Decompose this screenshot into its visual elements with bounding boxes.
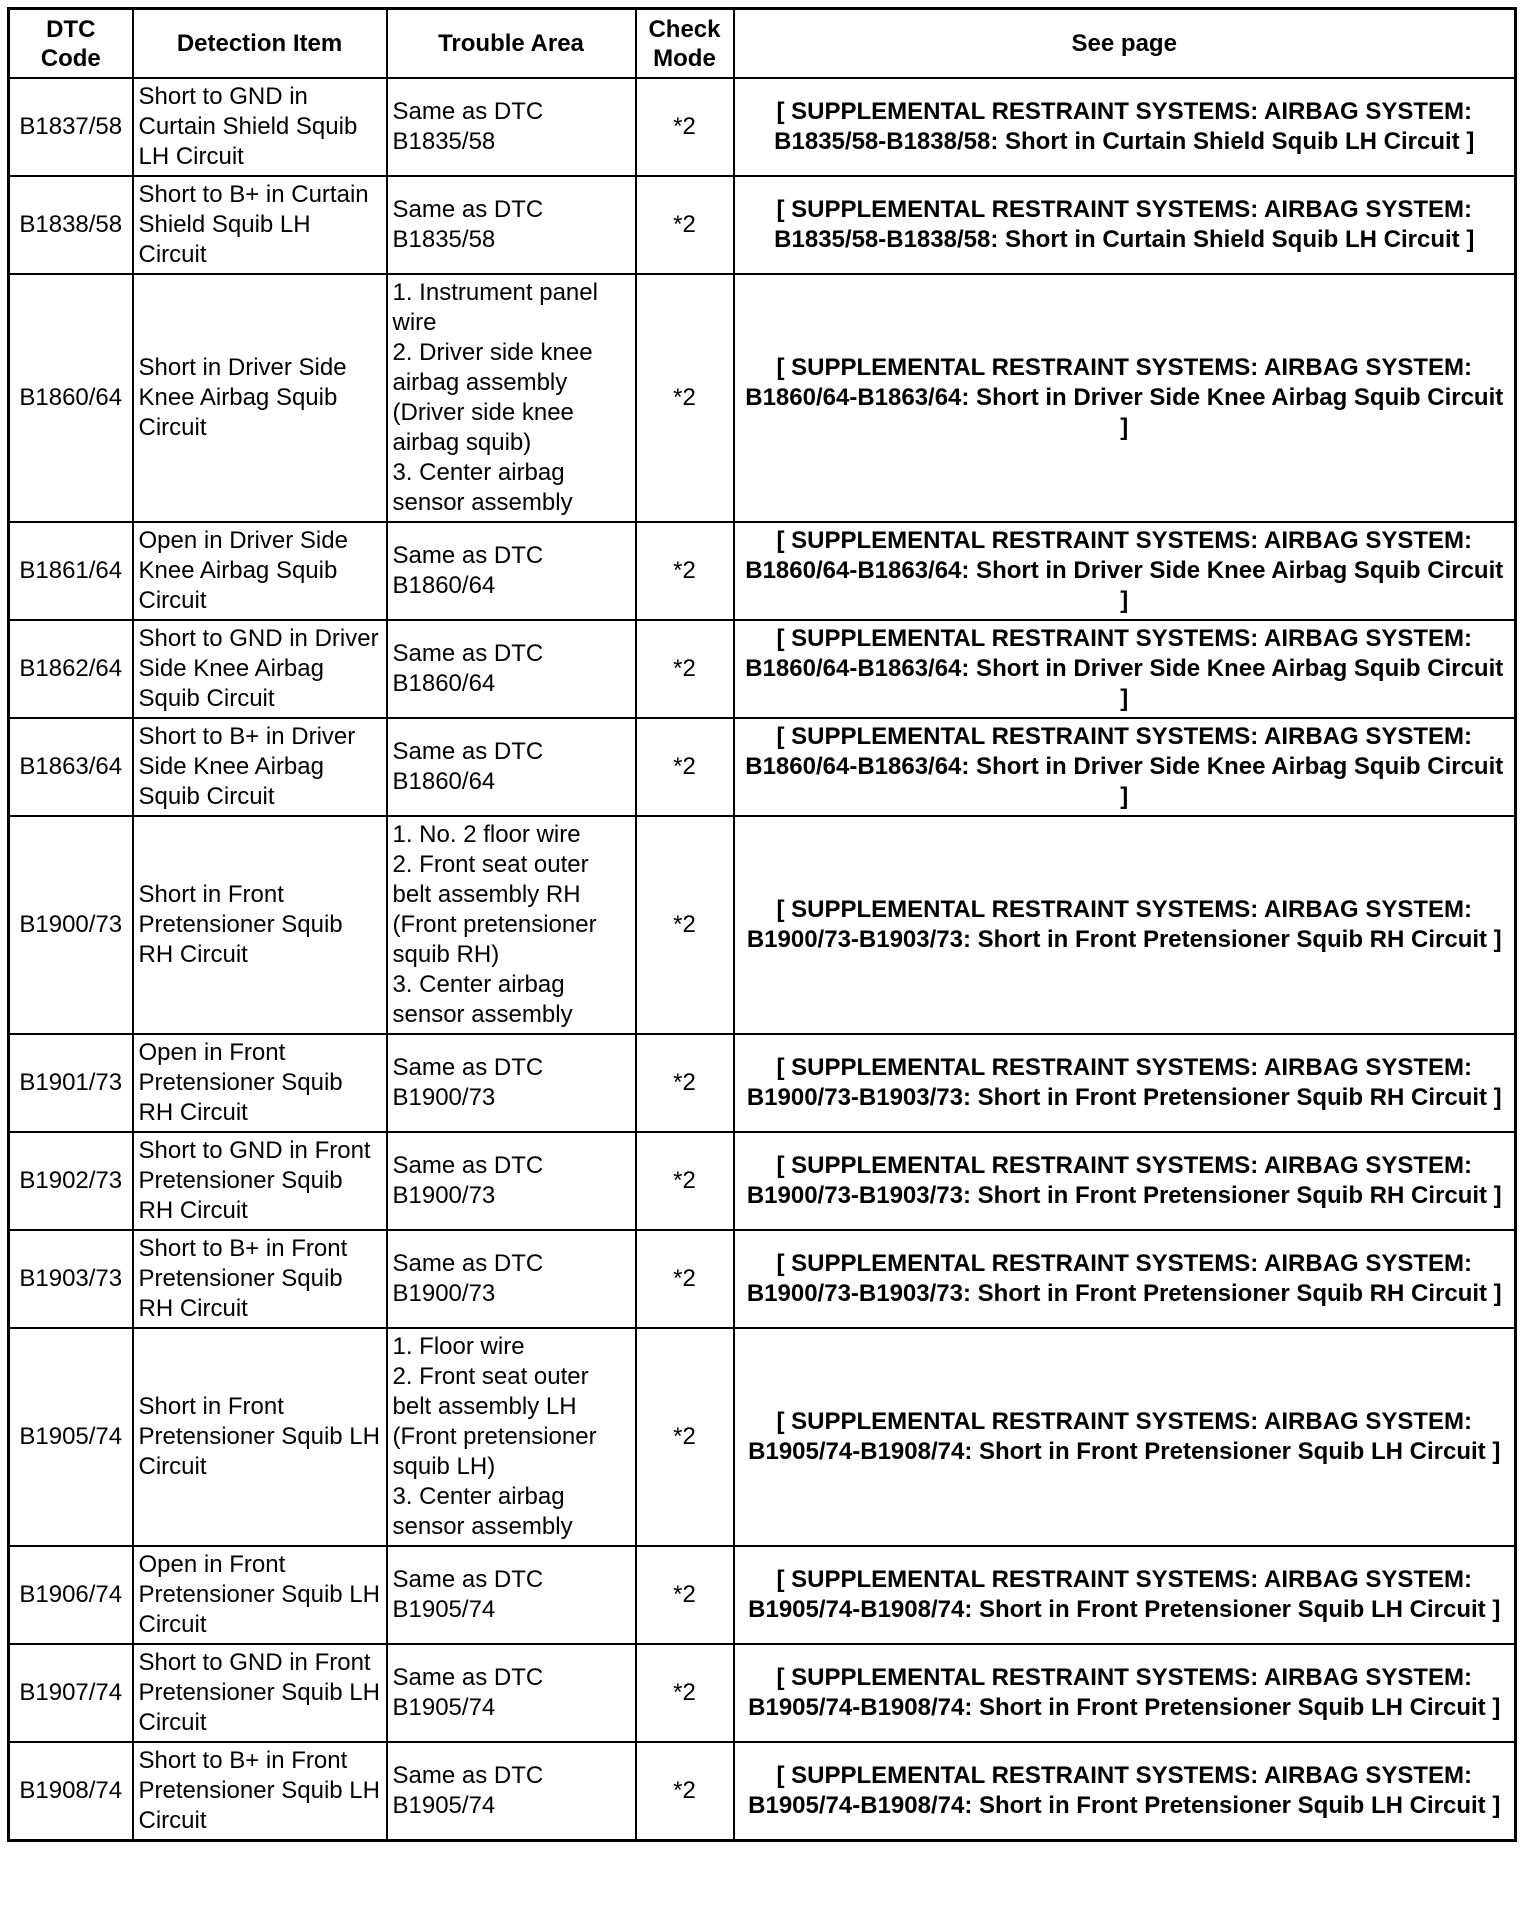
check-mode-cell: *2	[636, 1644, 734, 1742]
dtc-code-cell: B1903/73	[9, 1230, 133, 1328]
see-page-cell	[734, 1546, 1516, 1644]
table-row	[9, 1034, 1516, 1132]
table-row	[9, 620, 1516, 718]
header-trouble-area	[387, 9, 636, 79]
table-row	[9, 718, 1516, 816]
detection-item-cell: Short to GND in Driver Side Knee Airbag Squib Circuit	[133, 620, 387, 718]
check-mode-cell: *2	[636, 620, 734, 718]
see-page-reference: [ SUPPLEMENTAL RESTRAINT SYSTEMS: AIRBAG SYSTEM: B1860/64-B1863/64: Short in Driver Side Knee Airbag Squib Circuit ]	[745, 625, 1504, 712]
trouble-area-cell	[387, 620, 636, 718]
trouble-area-line: Same as DTC B1905/74	[392, 1664, 544, 1721]
trouble-area-cell	[387, 1546, 636, 1644]
header-dtc-code-label: DTC Code	[40, 15, 101, 72]
see-page-cell	[734, 1230, 1516, 1328]
trouble-area-line: Same as DTC B1835/58	[392, 98, 544, 155]
table-row	[9, 816, 1516, 1034]
trouble-area-line: Same as DTC B1860/64	[392, 542, 544, 599]
table-row	[9, 78, 1516, 176]
dtc-table	[7, 7, 1517, 1842]
header-detection-item-label: Detection Item	[176, 30, 343, 57]
check-mode-cell: *2	[636, 1328, 734, 1546]
trouble-area-cell	[387, 816, 636, 1034]
see-page-reference: [ SUPPLEMENTAL RESTRAINT SYSTEMS: AIRBAG SYSTEM: B1905/74-B1908/74: Short in Front Pretensioner Squib LH Circuit ]	[748, 1664, 1501, 1721]
see-page-reference: [ SUPPLEMENTAL RESTRAINT SYSTEMS: AIRBAG SYSTEM: B1900/73-B1903/73: Short in Front Pretensioner Squib RH Circuit ]	[746, 1152, 1502, 1209]
trouble-area-cell	[387, 718, 636, 816]
header-dtc-code	[9, 9, 133, 79]
header-row	[9, 9, 1516, 79]
trouble-area-line: 2. Driver side knee airbag assembly (Driver side knee airbag squib)	[392, 339, 593, 456]
trouble-area-line: Same as DTC B1860/64	[392, 738, 544, 795]
detection-item-cell: Short to B+ in Driver Side Knee Airbag Squib Circuit	[133, 718, 387, 816]
see-page-cell	[734, 1644, 1516, 1742]
trouble-area-cell	[387, 274, 636, 522]
see-page-cell	[734, 176, 1516, 274]
check-mode-cell: *2	[636, 1132, 734, 1230]
check-mode-cell: *2	[636, 274, 734, 522]
see-page-reference: [ SUPPLEMENTAL RESTRAINT SYSTEMS: AIRBAG SYSTEM: B1900/73-B1903/73: Short in Front Pretensioner Squib RH Circuit ]	[746, 1054, 1502, 1111]
detection-item-cell: Short in Front Pretensioner Squib LH Circuit	[133, 1328, 387, 1546]
trouble-area-line: 3. Center airbag sensor assembly	[392, 1483, 573, 1540]
table-row	[9, 1546, 1516, 1644]
dtc-code-cell: B1837/58	[9, 78, 133, 176]
detection-item-cell: Short to B+ in Front Pretensioner Squib LH Circuit	[133, 1742, 387, 1841]
trouble-area-cell	[387, 522, 636, 620]
dtc-code-cell: B1900/73	[9, 816, 133, 1034]
see-page-reference: [ SUPPLEMENTAL RESTRAINT SYSTEMS: AIRBAG SYSTEM: B1860/64-B1863/64: Short in Driver Side Knee Airbag Squib Circuit ]	[745, 723, 1504, 810]
dtc-code-cell: B1863/64	[9, 718, 133, 816]
header-check-mode-label: Check Mode	[648, 15, 721, 72]
trouble-area-cell	[387, 1742, 636, 1841]
see-page-cell	[734, 1328, 1516, 1546]
table-body	[9, 78, 1516, 1841]
trouble-area-line: 2. Front seat outer belt assembly LH (Front pretensioner squib LH)	[392, 1363, 597, 1480]
trouble-area-line: Same as DTC B1900/73	[392, 1152, 544, 1209]
table-row	[9, 1742, 1516, 1841]
trouble-area-line: 2. Front seat outer belt assembly RH (Front pretensioner squib RH)	[392, 851, 597, 968]
trouble-area-cell	[387, 1132, 636, 1230]
dtc-code-cell: B1861/64	[9, 522, 133, 620]
table-row	[9, 522, 1516, 620]
trouble-area-line: Same as DTC B1905/74	[392, 1762, 544, 1819]
trouble-area-line: 1. Instrument panel wire	[392, 279, 598, 336]
dtc-code-cell: B1905/74	[9, 1328, 133, 1546]
see-page-cell	[734, 1034, 1516, 1132]
see-page-cell	[734, 78, 1516, 176]
header-check-mode	[636, 9, 734, 79]
trouble-area-cell	[387, 1644, 636, 1742]
trouble-area-line: Same as DTC B1905/74	[392, 1566, 544, 1623]
dtc-table-container	[7, 7, 1514, 1842]
dtc-code-cell: B1860/64	[9, 274, 133, 522]
see-page-reference: [ SUPPLEMENTAL RESTRAINT SYSTEMS: AIRBAG SYSTEM: B1835/58-B1838/58: Short in Curtain Shield Squib LH Circuit ]	[774, 196, 1475, 253]
detection-item-cell: Short in Front Pretensioner Squib RH Circuit	[133, 816, 387, 1034]
table-row	[9, 1644, 1516, 1742]
check-mode-cell: *2	[636, 1034, 734, 1132]
check-mode-cell: *2	[636, 1230, 734, 1328]
see-page-reference: [ SUPPLEMENTAL RESTRAINT SYSTEMS: AIRBAG SYSTEM: B1905/74-B1908/74: Short in Front Pretensioner Squib LH Circuit ]	[748, 1408, 1501, 1465]
table-row	[9, 1132, 1516, 1230]
table-row	[9, 1328, 1516, 1546]
detection-item-cell: Open in Front Pretensioner Squib RH Circuit	[133, 1034, 387, 1132]
see-page-cell	[734, 274, 1516, 522]
dtc-code-cell: B1902/73	[9, 1132, 133, 1230]
see-page-reference: [ SUPPLEMENTAL RESTRAINT SYSTEMS: AIRBAG SYSTEM: B1900/73-B1903/73: Short in Front Pretensioner Squib RH Circuit ]	[746, 1250, 1502, 1307]
trouble-area-line: Same as DTC B1900/73	[392, 1250, 544, 1307]
check-mode-cell: *2	[636, 78, 734, 176]
table-row	[9, 176, 1516, 274]
trouble-area-line: Same as DTC B1900/73	[392, 1054, 544, 1111]
trouble-area-cell	[387, 1034, 636, 1132]
trouble-area-cell	[387, 1328, 636, 1546]
check-mode-cell: *2	[636, 1742, 734, 1841]
header-see-page-label: See page	[1071, 30, 1177, 57]
dtc-code-cell: B1838/58	[9, 176, 133, 274]
check-mode-cell: *2	[636, 816, 734, 1034]
see-page-reference: [ SUPPLEMENTAL RESTRAINT SYSTEMS: AIRBAG SYSTEM: B1835/58-B1838/58: Short in Curtain Shield Squib LH Circuit ]	[774, 98, 1475, 155]
see-page-reference: [ SUPPLEMENTAL RESTRAINT SYSTEMS: AIRBAG SYSTEM: B1860/64-B1863/64: Short in Driver Side Knee Airbag Squib Circuit ]	[745, 354, 1504, 441]
trouble-area-line: 1. Floor wire	[392, 1333, 525, 1360]
see-page-cell	[734, 522, 1516, 620]
check-mode-cell: *2	[636, 1546, 734, 1644]
detection-item-cell: Short to GND in Curtain Shield Squib LH Circuit	[133, 78, 387, 176]
see-page-cell	[734, 1132, 1516, 1230]
dtc-code-cell: B1907/74	[9, 1644, 133, 1742]
detection-item-cell: Short to B+ in Front Pretensioner Squib RH Circuit	[133, 1230, 387, 1328]
trouble-area-line: 3. Center airbag sensor assembly	[392, 971, 573, 1028]
trouble-area-cell	[387, 78, 636, 176]
header-see-page	[734, 9, 1516, 79]
trouble-area-line: Same as DTC B1860/64	[392, 640, 544, 697]
header-detection-item	[133, 9, 387, 79]
dtc-code-cell: B1862/64	[9, 620, 133, 718]
check-mode-cell: *2	[636, 718, 734, 816]
trouble-area-line: Same as DTC B1835/58	[392, 196, 544, 253]
header-trouble-area-label: Trouble Area	[438, 30, 584, 57]
dtc-code-cell: B1908/74	[9, 1742, 133, 1841]
detection-item-cell: Open in Driver Side Knee Airbag Squib Circuit	[133, 522, 387, 620]
dtc-code-cell: B1906/74	[9, 1546, 133, 1644]
see-page-cell	[734, 620, 1516, 718]
trouble-area-line: 3. Center airbag sensor assembly	[392, 459, 573, 516]
detection-item-cell: Open in Front Pretensioner Squib LH Circuit	[133, 1546, 387, 1644]
trouble-area-line: 1. No. 2 floor wire	[392, 821, 581, 848]
see-page-cell	[734, 816, 1516, 1034]
detection-item-cell: Short to GND in Front Pretensioner Squib LH Circuit	[133, 1644, 387, 1742]
detection-item-cell: Short in Driver Side Knee Airbag Squib Circuit	[133, 274, 387, 522]
see-page-cell	[734, 1742, 1516, 1841]
see-page-reference: [ SUPPLEMENTAL RESTRAINT SYSTEMS: AIRBAG SYSTEM: B1860/64-B1863/64: Short in Driver Side Knee Airbag Squib Circuit ]	[745, 527, 1504, 614]
see-page-cell	[734, 718, 1516, 816]
detection-item-cell: Short to GND in Front Pretensioner Squib RH Circuit	[133, 1132, 387, 1230]
check-mode-cell: *2	[636, 176, 734, 274]
see-page-reference: [ SUPPLEMENTAL RESTRAINT SYSTEMS: AIRBAG SYSTEM: B1905/74-B1908/74: Short in Front Pretensioner Squib LH Circuit ]	[748, 1566, 1501, 1623]
check-mode-cell: *2	[636, 522, 734, 620]
trouble-area-cell	[387, 1230, 636, 1328]
see-page-reference: [ SUPPLEMENTAL RESTRAINT SYSTEMS: AIRBAG SYSTEM: B1900/73-B1903/73: Short in Front Pretensioner Squib RH Circuit ]	[746, 896, 1502, 953]
dtc-code-cell: B1901/73	[9, 1034, 133, 1132]
see-page-reference: [ SUPPLEMENTAL RESTRAINT SYSTEMS: AIRBAG SYSTEM: B1905/74-B1908/74: Short in Front Pretensioner Squib LH Circuit ]	[748, 1762, 1501, 1819]
detection-item-cell: Short to B+ in Curtain Shield Squib LH Circuit	[133, 176, 387, 274]
trouble-area-cell	[387, 176, 636, 274]
table-row	[9, 274, 1516, 522]
table-row	[9, 1230, 1516, 1328]
